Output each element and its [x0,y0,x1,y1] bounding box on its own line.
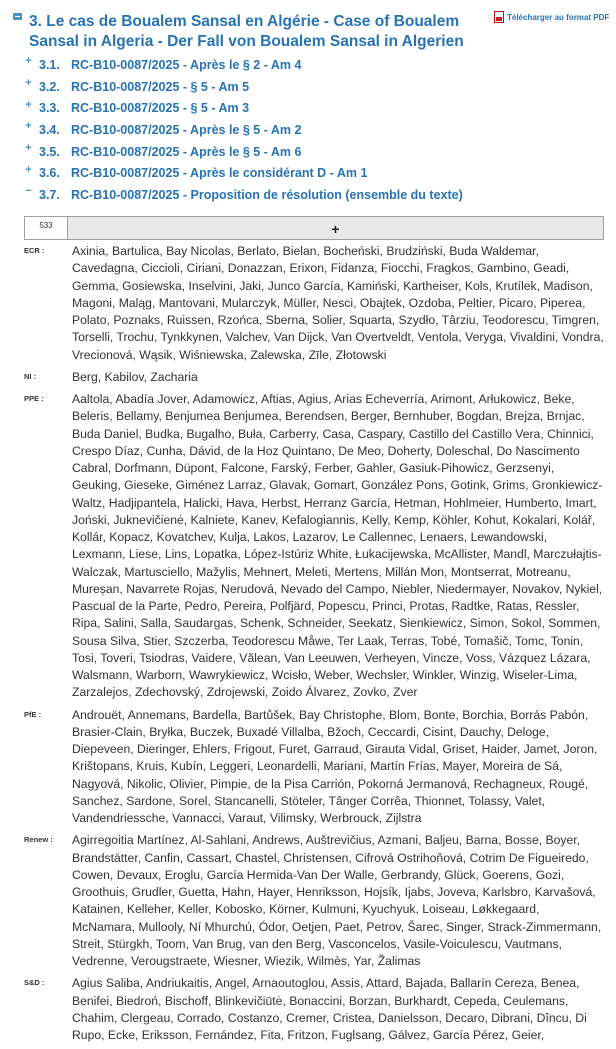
section-title: 3. Le cas de Boualem Sansal en Algérie - Case of Boualem Sansal in Algeria - Der Fall von Boualem Sansal in Algerien [29,13,464,50]
group-members: Agius Saliba, Andriukaitis, Angel, Arnaoutoglou, Assis, Attard, Bajada, Ballarín Cereza, Benea, Benifei, Biedroń, Bischoff, Blinkevičiūtė, Bonaccini, Borzan, Burkhardt, Cepeda, Ceulemans, Chahim, Clergeau, Corrado, Costanzo, Cremer, Cristea, Danielsson, Decaro, Dibrani, Dîncu, Di Rupo, Ecke, Eriksson, Fernández, Fita, Fritzon, Fuglsang, Gálvez, García Pérez, Geier, [72,976,587,1042]
subsection-number: 3.1. [39,57,60,72]
expand-icon[interactable]: + [25,120,32,133]
group-row [24,243,604,364]
vote-sign: + [68,217,603,239]
subsection-number: 3.3. [39,101,60,116]
group-members: Axinia, Bartulica, Bay Nicolas, Berlato, Bielan, Bocheński, Brudziński, Buda Waldemar, Cavedagna, Ciccioli, Ciriani, Donazzan, Erixon, Fidanza, Fiocchi, Fragkos, Gambino, Geadi, Gemma, Gosiewska, Inselvini, Jaki, Junco García, Kamiński, Kartheiser, Kols, Krutílek, Madison, Magoni, Maląg, Mantovani, Mularczyk, Müller, Nesci, Obajtek, Ozdoba, Peltier, Picaro, Piperea, Polato, Poznaks, Ruissen, Rzońca, Sberna, Solier, Squarta, Szydło, Târziu, Teodorescu, Timgren, Torselli, Trochu, Tynkkynen, Valchev, Van Dijck, Van Overtveldt, Ventola, Veryga, Vivaldini, Vondra, Vrecionová, Wąsik, Wiśniewska, Zalewska, Zīle, Złotowski [72,244,604,362]
vote-count: 533 [25,217,68,239]
subsection-number: 3.5. [39,144,60,159]
group-label: S&D : [24,978,45,988]
subsection-item[interactable] [24,54,463,76]
subsection-title[interactable]: RC-B10-0087/2025 - Après le § 2 - Am 4 [71,57,302,72]
expand-icon[interactable]: + [25,77,32,90]
group-row [24,369,604,386]
group-row [24,707,604,828]
subsection-title[interactable]: RC-B10-0087/2025 - Après le considérant D - Am 1 [71,166,368,181]
subsection-title[interactable]: RC-B10-0087/2025 - Proposition de résolution (ensemble du texte) [71,187,463,202]
subsection-item[interactable] [24,141,463,163]
subsection-item[interactable] [24,162,463,184]
subsection-list [24,54,463,206]
vote-result-box [24,216,604,240]
subsection-title[interactable]: RC-B10-0087/2025 - § 5 - Am 3 [71,101,250,116]
collapse-section-icon[interactable] [13,13,22,20]
group-members: Aaltola, Abadía Jover, Adamowicz, Aftias, Agius, Arias Echeverría, Arimont, Arłukowicz, Beke, Beleris, Bellamy, Benjumea Benjumea, Berendsen, Berger, Bernhuber, Bogdan, Brejza, Brnjac, Buda Daniel, Budka, Bugalho, Buła, Carberry, Casa, Caspary, Castillo del Castillo Vera, Chinnici, Crespo Díaz, Cunha, Dávid, de la Hoz Quintano, De Meo, Doherty, Doleschal, Do Nascimento Cabral, Dorfmann, Düpont, Falcone, Farský, Ferber, Gahler, Gasiuk-Pihowicz, Gerzsenyi, Geuking, Gieseke, Giménez Larraz, Glavak, Gomart, González Pons, Gotink, Grims, Gronkiewicz-Waltz, Hadjipantela, Halicki, Hava, Herbst, Herranz García, Hetman, Hohlmeier, Humberto, Imart, Joński, Juknevičienė, Kalniete, Kanev, Kefalogiannis, Kelly, Kemp, Köhler, Kohut, Kokalari, Kolář, Kollár, Kopacz, Kovatchev, Kulja, Lakos, Lazarov, Le Callennec, Lenaers, Lewandowski, Lexmann, Liese, Lins, Lopatka, López-Istúriz White, Łukacijewska, McAllister, Mandl, Marczułajtis-Walczak, Martusciello, Mažylis, Mehnert, Meleti, Mertens, Millán Mon, Montserrat, Motreanu, Mureșan, Navarrete Rojas, Nerudová, Nevado del Campo, Niebler, Niedermayer, Novakov, Nykiel, Pascual de la Parte, Pedro, Pereira, Polfjärd, Popescu, Princi, Protas, Radtke, Ratas, Ressler, Ripa, Salini, Salla, Saudargas, Schenk, Schneider, Seekatz, Sienkiewicz, Simon, Sokol, Sommen, Sousa Silva, Stier, Szczerba, Teodorescu Måwe, Ter Laak, Terras, Tobé, Tomašič, Tomc, Tonin, Tosi, Toveri, Tsiodras, Vaidere, Vălean, Van Leeuwen, Verheyen, Vincze, Voss, Vázquez Lázara, Walsmann, Warborn, Wawrykiewicz, Wcisło, Weber, Wechsler, Winkler, Winzig, Wiseler-Lima, Zarzalejos, Zdechovský, Zdrojewski, Zoido Álvarez, Zovko, Zver [72,392,603,700]
expand-icon[interactable]: + [25,142,32,155]
expand-icon[interactable]: + [25,55,32,68]
subsection-item[interactable] [24,76,463,98]
subsection-number: 3.7. [39,187,60,202]
group-label: ECR : [24,246,45,255]
group-members: Androuët, Annemans, Bardella, Bartůšek, Bay Christophe, Blom, Bonte, Borchia, Borrás Pabón, Brasier-Clain, Bryłka, Buczek, Buxadé Villalba, Bžoch, Ceccardi, Cisint, Dauchy, Deloge, Diepeveen, Dieringer, Ehlers, Frigout, Furet, Garraud, Girauta Vidal, Griset, Haider, Jamet, Joron, Krištopans, Kruis, Kubín, Leggeri, Leonardelli, Mariani, Martín Frías, Mayer, Moreira de Sá, Nagyová, Nikolic, Olivier, Pimpie, de la Pisa Carrión, Pokorná Jermanová, Rechagneux, Rougé, Sanchez, Sardone, Sorel, Stancanelli, Stöteler, Tânger Corrêa, Thionnet, Tolassy, Valet, Vandendriessche, Vannacci, Varaut, Vilimsky, Werbrouck, Zijlstra [72,707,598,825]
subsection-number: 3.4. [39,122,60,137]
subsection-number: 3.2. [39,79,60,94]
expand-icon[interactable]: + [25,98,32,111]
expand-icon[interactable]: + [25,163,32,176]
group-row [24,975,604,1044]
download-pdf-label: Télécharger au format PDF [507,12,610,22]
group-members: Berg, Kabilov, Zacharia [72,369,198,384]
subsection-item[interactable] [24,97,463,119]
subsection-title[interactable]: RC-B10-0087/2025 - Après le § 5 - Am 6 [71,144,302,159]
subsection-number: 3.6. [39,166,60,181]
group-row [24,391,604,702]
subsection-title[interactable]: RC-B10-0087/2025 - § 5 - Am 5 [71,79,250,94]
collapse-icon[interactable]: − [25,185,32,198]
subsection-item[interactable] [24,119,463,141]
group-label: NI : [24,371,37,381]
group-label: Renew : [24,835,53,845]
group-row [24,832,604,970]
group-members: Agirregoitia Martínez, Al-Sahlani, Andrews, Auštrevičius, Azmani, Baljeu, Barna, Bosse, Boyer, Brandstätter, Canfin, Cassart, Chastel, Christensen, Cifrová Ostrihoňová, Cotrim De Figueiredo, Cowen, Devaux, Eroglu, García Hermida-Van Der Walle, Gerbrandy, Glück, Goerens, Gozi, Groothuis, Grudler, Guetta, Hahn, Hayer, Henriksson, Hojsík, Ijabs, Joveva, Karlsbro, Karvašová, Katainen, Kelleher, Keller, Kobosko, Körner, Kulmuni, Kyuchyuk, Loiseau, Løkkegaard, McNamara, Mullooly, Ní Mhurchú, Ódor, Oetjen, Paet, Petrov, Šarec, Singer, Strack-Zimmermann, Streit, Stürgkh, Toom, Van Brug, van den Berg, Vasconcelos, Vasile-Voiculescu, Vautmans, Vedrenne, Verougstraete, Wiesner, Wiezik, Wilmès, Yar, Žalimas [72,833,602,968]
subsection-title[interactable]: RC-B10-0087/2025 - Après le § 5 - Am 2 [71,122,302,137]
subsection-item[interactable] [24,184,463,206]
download-pdf-link[interactable] [494,11,609,23]
political-groups [24,243,604,1049]
group-label: PPE : [24,394,44,403]
group-label: PfE : [24,709,42,719]
pdf-icon [494,11,504,23]
